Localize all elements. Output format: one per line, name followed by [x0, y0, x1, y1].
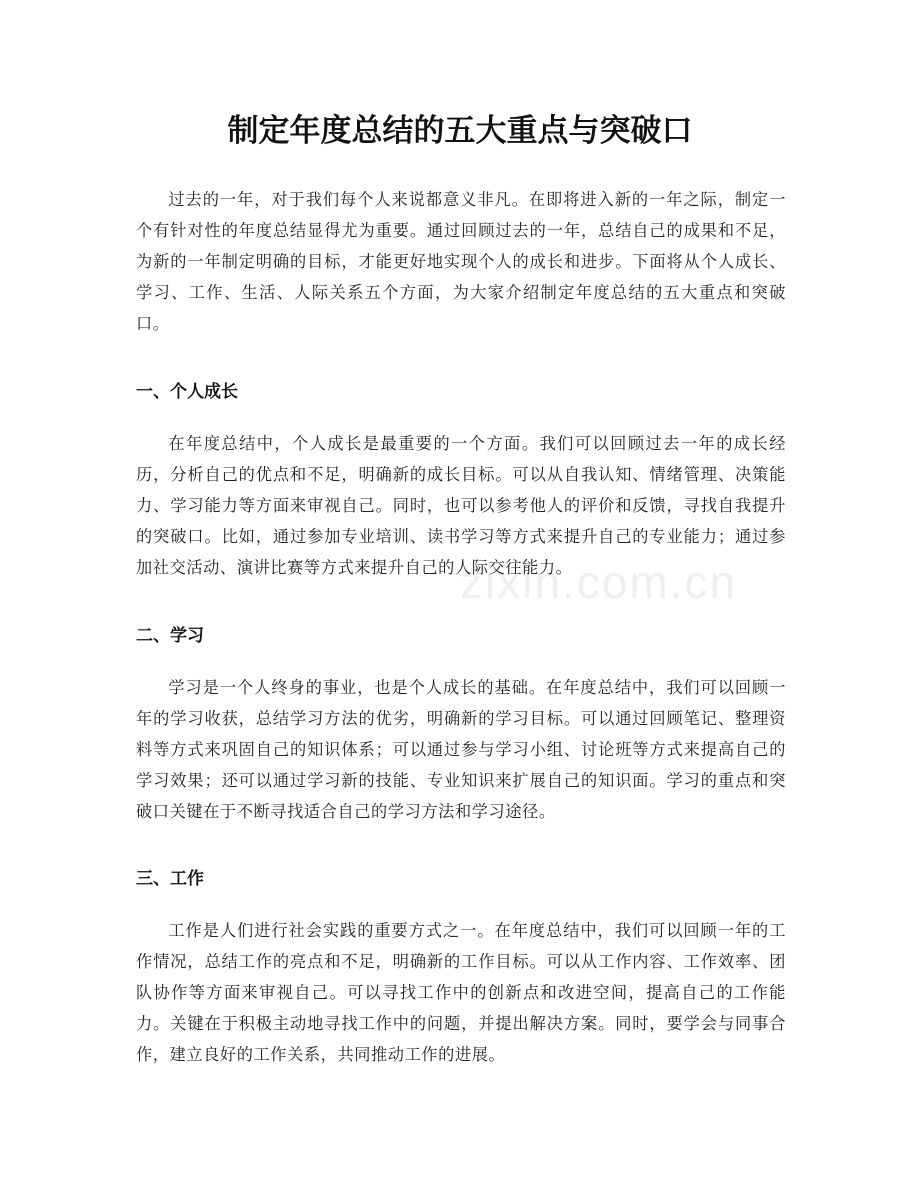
section-heading-study: 二、学习 [136, 626, 204, 646]
watermark: zixin.com.cn [460, 556, 738, 608]
intro-paragraph: 过去的一年，对于我们每个人来说都意义非凡。在即将进入新的一年之际，制定一个有针对性的年度总结显得尤为重要。通过回顾过去的一年，总结自己的成果和不足，为新的一年制定明确的目标，才能更好地实现个人的成长和进步。下面将从个人成长、学习、工作、生活、人际关系五个方面，为大家介绍制定年度总结的五大重点和突破口。 [136, 190, 786, 333]
section-heading-personal-growth: 一、个人成长 [136, 382, 238, 402]
section-body-study: 学习是一个人终身的事业，也是个人成长的基础。在年度总结中，我们可以回顾一年的学习收获，总结学习方法的优劣，明确新的学习目标。可以通过回顾笔记、整理资料等方式来巩固自己的知识体系；可以通过参与学习小组、讨论班等方式来提高自己的学习效果；还可以通过学习新的技能、专业知识来扩展自己的知识面。学习的重点和突破口关键在于不断寻找适合自己的学习方法和学习途径。 [136, 678, 786, 821]
page-title: 制定年度总结的五大重点与突破口 [227, 113, 693, 149]
section-body-personal-growth: 在年度总结中，个人成长是最重要的一个方面。我们可以回顾过去一年的成长经历，分析自己的优点和不足，明确新的成长目标。可以从自我认知、情绪管理、决策能力、学习能力等方面来审视自己。同时，也可以参考他人的评价和反馈，寻找自我提升的突破口。比如，通过参加专业培训、读书学习等方式来提升自己的专业能力；通过参加社交活动、演讲比赛等方式来提升自己的人际交往能力。 [136, 434, 786, 577]
section-heading-work: 三、工作 [136, 869, 204, 889]
section-body-work: 工作是人们进行社会实践的重要方式之一。在年度总结中，我们可以回顾一年的工作情况，总结工作的亮点和不足，明确新的工作目标。可以从工作内容、工作效率、团队协作等方面来审视自己。可以寻找工作中的创新点和改进空间，提高自己的工作能力。关键在于积极主动地寻找工作中的问题，并提出解决方案。同时，要学会与同事合作，建立良好的工作关系，共同推动工作的进展。 [136, 921, 786, 1064]
